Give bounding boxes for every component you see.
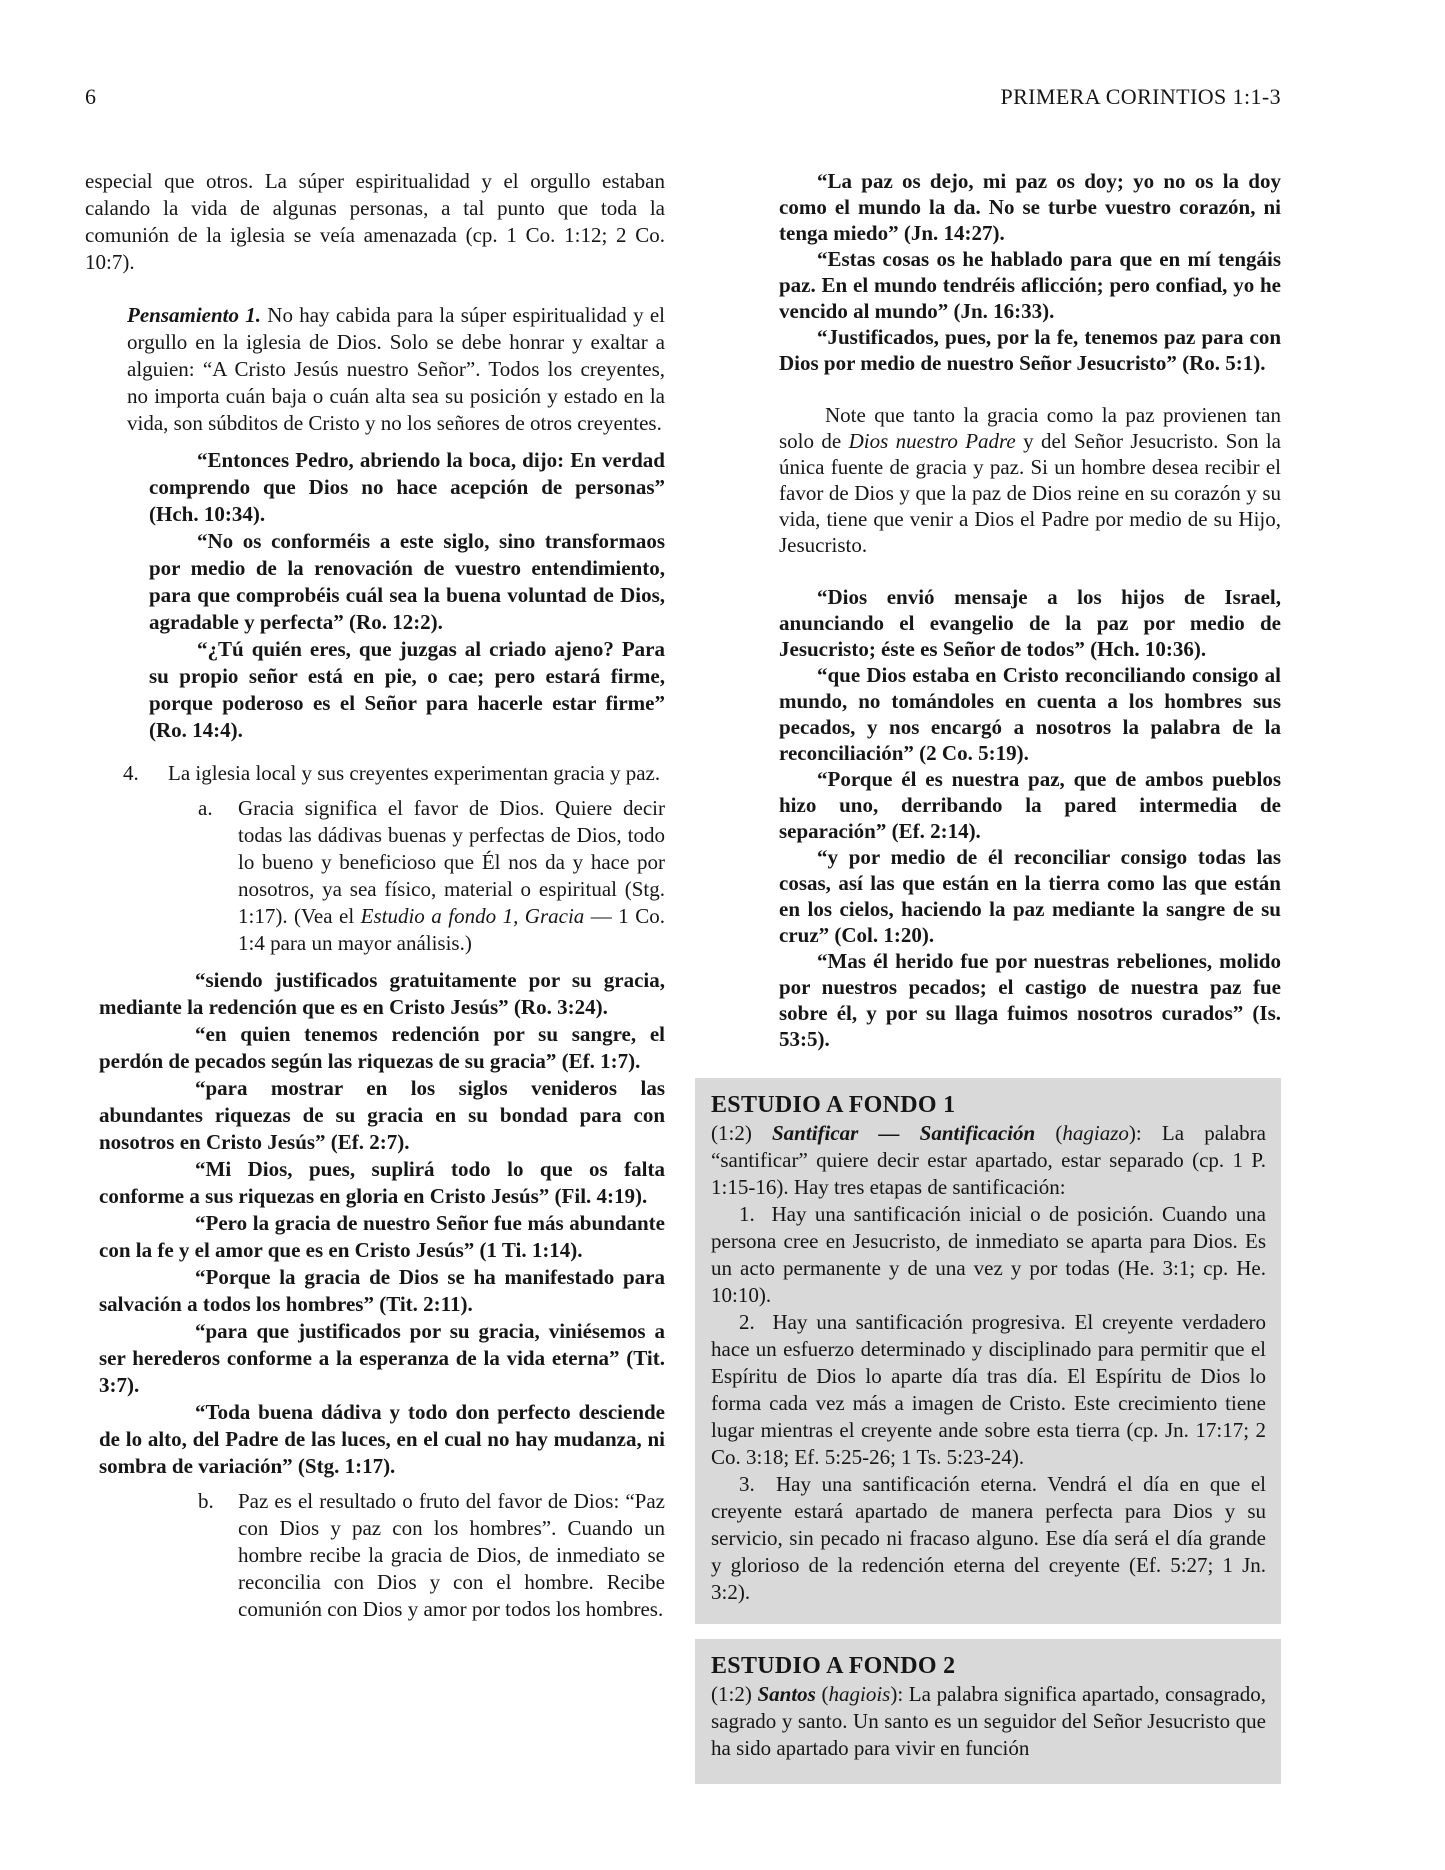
estudio-2-title: ESTUDIO A FONDO 2: [711, 1653, 956, 1679]
estudio-a-fondo-2-box: [695, 1639, 1281, 1784]
scripture-quote-group: [99, 967, 665, 1480]
text-segment: hagiazo: [1062, 1121, 1129, 1145]
scripture-quote: “Dios envió mensaje a los hijos de Israel, anunciando el evangelio de la paz por medio de Jesucristo; éste es Señor de todos” (Hch. 10:36).: [779, 585, 1281, 661]
item-number: 4.: [123, 761, 139, 785]
text-segment: Note que tanto la gracia como la paz provienen tan solo de: [779, 403, 1281, 453]
text-segment: Estudio a fondo 1, Gracia: [360, 904, 585, 928]
scripture-quote: “Justificados, pues, por la fe, tenemos paz para con Dios por medio de nuestro Señor Jesucristo” (Ro. 5:1).: [779, 325, 1281, 375]
item-letter: b.: [198, 1489, 214, 1513]
estudio-point: 1. Hay una santificación inicial o de posición. Cuando una persona cree en Jesucristo, de inmediato se aparta para Dios. Es un acto permanente y de una vez y por todas (He. 3:1; cp. He. 10:10).: [711, 1202, 1266, 1307]
scripture-quote-group: [779, 168, 1281, 376]
running-header: PRIMERA CORINTIOS 1:1-3: [1000, 84, 1281, 109]
text-segment: ): La palabra “santificar” quiere decir estar apartado, estar separado (cp. 1 P. 1:15-16). Hay tres etapas de santificación:: [711, 1121, 1266, 1199]
text-segment: — 1 Co. 1:4 para un mayor análisis.): [238, 904, 665, 955]
scripture-quote: “Pero la gracia de nuestro Señor fue más abundante con la fe y el amor que es en Cristo Jesús” (1 Ti. 1:14).: [99, 1211, 665, 1262]
scripture-quote: “y por medio de él reconciliar consigo todas las cosas, así las que están en la tierra como las que están en los cielos, haciendo la paz mediante la sangre de su cruz” (Col. 1:20).: [779, 845, 1281, 947]
text-segment: Gracia significa el favor de Dios. Quiere decir todas las dádivas buenas y perfectas de Dios, todo lo bueno y beneficioso que Él nos da y hace por nosotros, ya sea físico, material o espiritual (Stg. 1:17). (Vea el: [238, 796, 665, 928]
scripture-quote-group: [779, 584, 1281, 1052]
estudio-a-fondo-1-box: [695, 1078, 1281, 1624]
estudio-point: 3. Hay una santificación eterna. Vendrá el día en que el creyente estará apartado de manera perfecta para Dios y su servicio, sin pecado ni fracaso alguno. Ese día será el día grande y glorioso de la redención eterna del creyente (Ef. 5:27; 1 Jn. 3:2).: [711, 1472, 1266, 1604]
estudio-1-intro: [711, 1120, 1266, 1201]
estudio-1-points: [711, 1201, 1266, 1606]
estudio-point: 2. Hay una santificación progresiva. El creyente verdadero hace un esfuerzo determinado y disciplinado para permitir que el Espíritu de Dios lo aparte día tras día. El Espíritu de Dios lo forma cada vez más a imagen de Cristo. Este crecimiento tiene lugar mientras el creyente ande sobre esta tierra (cp. Jn. 17:17; 2 Co. 3:18; Ef. 5:25-26; 1 Ts. 5:23-24).: [711, 1310, 1266, 1469]
text-segment: Dios nuestro Padre: [848, 429, 1016, 453]
text-segment: y del Señor Jesucristo. Son la única fuente de gracia y paz. Si un hombre desea recibir el favor de Dios y que la paz de Dios reine en su corazón y su vida, tiene que venir a Dios el Padre por medio de su Hijo, Jesucristo.: [779, 429, 1281, 557]
estudio-1-title: ESTUDIO A FONDO 1: [711, 1092, 956, 1118]
outline-item-a: [198, 795, 665, 957]
scripture-quote: “Porque la gracia de Dios se ha manifestado para salvación a todos los hombres” (Tit. 2:11).: [99, 1265, 665, 1316]
scripture-quote: “que Dios estaba en Cristo reconciliando consigo al mundo, no tomándoles en cuenta a los hombres sus pecados, y nos encargó a nosotros la palabra de la reconciliación” (2 Co. 5:19).: [779, 663, 1281, 765]
page-header: [85, 84, 1281, 110]
scripture-quote: “Toda buena dádiva y todo don perfecto desciende de lo alto, del Padre de las luces, en el cual no hay mudanza, ni sombra de variación” (Stg. 1:17).: [99, 1400, 665, 1478]
text-segment: (1:2): [711, 1121, 772, 1145]
scripture-quote: “Entonces Pedro, abriendo la boca, dijo: En verdad comprendo que Dios no hace acepción de personas” (Hch. 10:34).: [149, 448, 665, 526]
commentary-paragraph: [779, 402, 1281, 558]
pensamiento-text: No hay cabida para la súper espiritualidad y el orgullo en la iglesia de Dios. Solo se debe honrar y exaltar a alguien: “A Cristo Jesús nuestro Señor”. Todos los creyentes, no importa cuán baja o cuán alta sea su posición y estado en la vida, son súbditos de Cristo y no los señores de otros creyentes.: [127, 303, 665, 435]
pensamiento-paragraph: [127, 302, 665, 437]
scripture-quote: “en quien tenemos redención por su sangre, el perdón de pecados según las riquezas de su gracia” (Ef. 1:7).: [99, 1022, 665, 1073]
left-column: [85, 168, 665, 1623]
body-paragraph: especial que otros. La súper espiritualidad y el orgullo estaban calando la vida de algunas personas, a tal punto que toda la comunión de la iglesia se veía amenazada (cp. 1 Co. 1:12; 2 Co. 10:7).: [85, 169, 665, 274]
scripture-quote: “Porque él es nuestra paz, que de ambos pueblos hizo uno, derribando la pared intermedia de separación” (Ef. 2:14).: [779, 767, 1281, 843]
scripture-quote: “Estas cosas os he hablado para que en mí tengáis paz. En el mundo tendréis aflicción; pero confiad, yo he vencido al mundo” (Jn. 16:33).: [779, 247, 1281, 323]
scripture-quote: “No os conforméis a este siglo, sino transformaos por medio de la renovación de vuestro entendimiento, para que comprobéis cuál sea la buena voluntad de Dios, agradable y perfecta” (Ro. 12:2).: [149, 529, 665, 634]
scripture-quote: “siendo justificados gratuitamente por su gracia, mediante la redención que es en Cristo Jesús” (Ro. 3:24).: [99, 968, 665, 1019]
scripture-quote: “La paz os dejo, mi paz os doy; yo no os la doy como el mundo la da. No se turbe vuestro corazón, ni tenga miedo” (Jn. 14:27).: [779, 169, 1281, 245]
scripture-quote: “Mi Dios, pues, suplirá todo lo que os falta conforme a sus riquezas en gloria en Cristo Jesús” (Fil. 4:19).: [99, 1157, 665, 1208]
text-segment: (: [1035, 1121, 1063, 1145]
right-column: [695, 168, 1281, 1784]
item-text: La iglesia local y sus creyentes experimentan gracia y paz.: [168, 761, 661, 785]
scripture-quote: “¿Tú quién eres, que juzgas al criado ajeno? Para su propio señor está en pie, o cae; pero estará firme, porque poderoso es el Señor para hacerle estar firme” (Ro. 14:4).: [149, 637, 665, 742]
scripture-quote: “para que justificados por su gracia, viniésemos a ser herederos conforme a la esperanza de la vida eterna” (Tit. 3:7).: [99, 1319, 665, 1397]
item-text: Paz es el resultado o fruto del favor de Dios: “Paz con Dios y paz con los hombres”. Cuando un hombre recibe la gracia de Dios, de inmediato se reconcilia con Dios y con el hombre. Recibe comunión con Dios y amor por todos los hombres.: [238, 1489, 665, 1621]
item-letter: a.: [198, 796, 213, 820]
pensamiento-label: Pensamiento 1.: [127, 303, 262, 327]
text-segment: ): La palabra significa apartado, consagrado, sagrado y santo. Un santo es un seguidor del Señor Jesucristo que ha sido apartado para vivir en función: [711, 1682, 1267, 1760]
scripture-quote-group: [149, 447, 665, 744]
outline-item-b: [198, 1488, 665, 1623]
estudio-2-intro: [711, 1681, 1266, 1762]
text-segment: (1:2): [711, 1682, 758, 1706]
text-segment: Santificar — Santificación: [772, 1121, 1036, 1145]
page-number: 6: [85, 84, 96, 109]
text-segment: Santos: [757, 1682, 816, 1706]
scripture-quote: “Mas él herido fue por nuestras rebeliones, molido por nuestros pecados; el castigo de nuestra paz fue sobre él, y por su llaga fuimos nosotros curados” (Is. 53:5).: [779, 949, 1281, 1051]
scripture-quote: “para mostrar en los siglos venideros las abundantes riquezas de su gracia en su bondad para con nosotros en Cristo Jesús” (Ef. 2:7).: [99, 1076, 665, 1154]
item-text: [238, 796, 665, 955]
text-segment: (: [815, 1682, 829, 1706]
outline-item-4: [85, 760, 665, 787]
text-segment: hagiois: [828, 1682, 891, 1706]
